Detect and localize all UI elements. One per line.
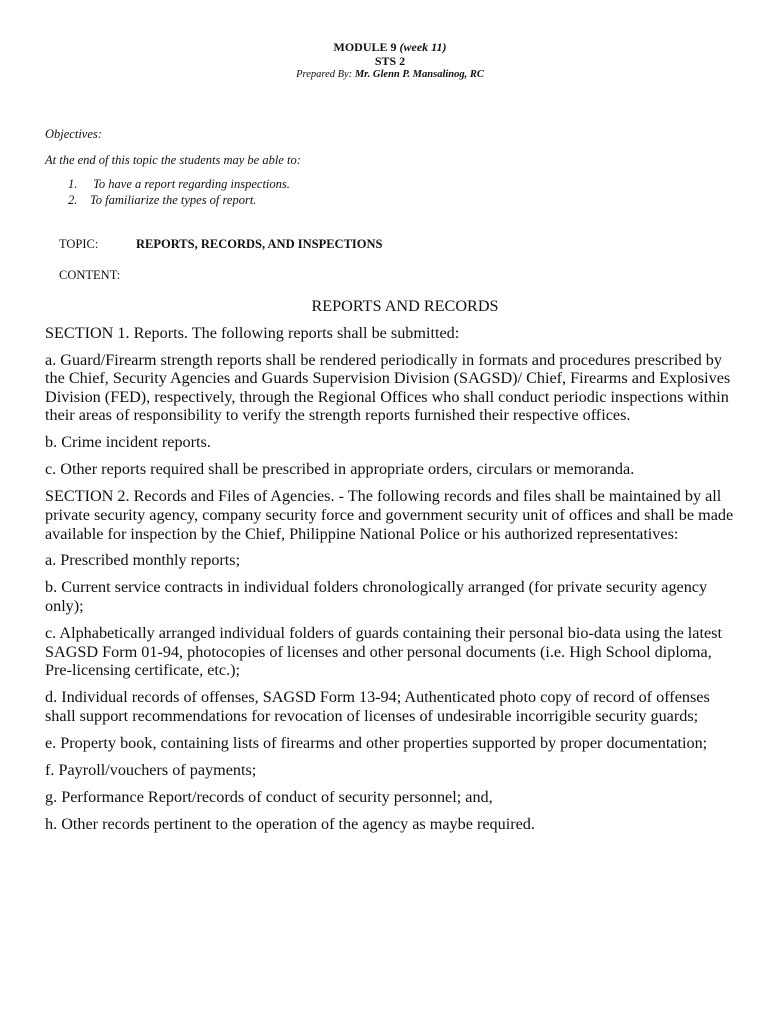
- objective-item: [68, 177, 290, 192]
- document-body: [45, 297, 735, 842]
- prepared-by-line: [0, 68, 768, 82]
- content-label: CONTENT:: [59, 268, 121, 282]
- prepared-by-name: Mr. Glenn P. Mansalinog, RC: [354, 69, 484, 80]
- body-paragraph: e. Property book, containing lists of firearms and other properties supported by proper documentation;: [45, 733, 708, 752]
- body-paragraph: d. Individual records of offenses, SAGSD Form 13-94; Authenticated photo copy of record of offenses shall support recommendations for revocation of licenses of undesirable incorrigible security guards;: [45, 688, 710, 725]
- body-paragraph: a. Prescribed monthly reports;: [45, 551, 241, 570]
- course-code: STS 2: [374, 54, 406, 68]
- week-label: (week 11): [399, 40, 447, 54]
- objectives-intro: At the end of this topic the students may be able to:: [45, 153, 301, 167]
- body-paragraph: c. Alphabetically arranged individual folders of guards containing their personal bio-data using the latest SAGSD Form 01-94, photocopies of licenses and other personal documents (i.e. High School diploma, Pre-licensing certificate, etc.);: [45, 624, 722, 680]
- body-paragraph: b. Current service contracts in individual folders chronologically arranged (for private security agency only);: [45, 578, 708, 616]
- objective-number: 2.: [68, 193, 78, 207]
- objective-text: To have a report regarding inspections.: [90, 177, 290, 191]
- body-paragraph: SECTION 2. Records and Files of Agencies. - The following records and files shall be maintained by all private security agency, company security force and government security unit of offices and shall be made available for inspection by the Chief, Philippine National Police or his authorized representatives:: [45, 487, 734, 543]
- objective-item: [68, 193, 256, 208]
- body-paragraph: b. Crime incident reports.: [45, 433, 211, 452]
- section-heading: REPORTS AND RECORDS: [311, 297, 499, 315]
- objectives-label: Objectives:: [45, 127, 102, 141]
- document-header: [0, 40, 768, 82]
- topic-value: REPORTS, RECORDS, AND INSPECTIONS: [136, 237, 383, 251]
- topic-line: [59, 237, 382, 252]
- objective-number: 1.: [68, 177, 78, 191]
- prepared-by-label: Prepared By:: [296, 69, 353, 80]
- topic-label: TOPIC:: [59, 237, 99, 251]
- module-title: [0, 40, 768, 54]
- body-paragraph: f. Payroll/vouchers of payments;: [45, 760, 257, 779]
- objective-text: To familiarize the types of report.: [90, 193, 257, 207]
- body-paragraph: g. Performance Report/records of conduct of security personnel; and,: [45, 787, 493, 806]
- body-paragraph: h. Other records pertinent to the operation of the agency as maybe required.: [45, 814, 535, 833]
- body-paragraph: SECTION 1. Reports. The following reports shall be submitted:: [45, 323, 460, 342]
- module-label: MODULE 9: [333, 40, 397, 54]
- body-paragraph: c. Other reports required shall be prescribed in appropriate orders, circulars or memoranda.: [45, 460, 635, 479]
- body-paragraph: a. Guard/Firearm strength reports shall be rendered periodically in formats and procedures prescribed by the Chief, Security Agencies and Guards Supervision Division (SAGSD)/ Chief, Firearms and Explosives Division (FED), respectively, through the Regional Offices who shall conduct periodic inspections within their areas of responsibility to verify the strength reports furnished their respective offices.: [45, 350, 731, 425]
